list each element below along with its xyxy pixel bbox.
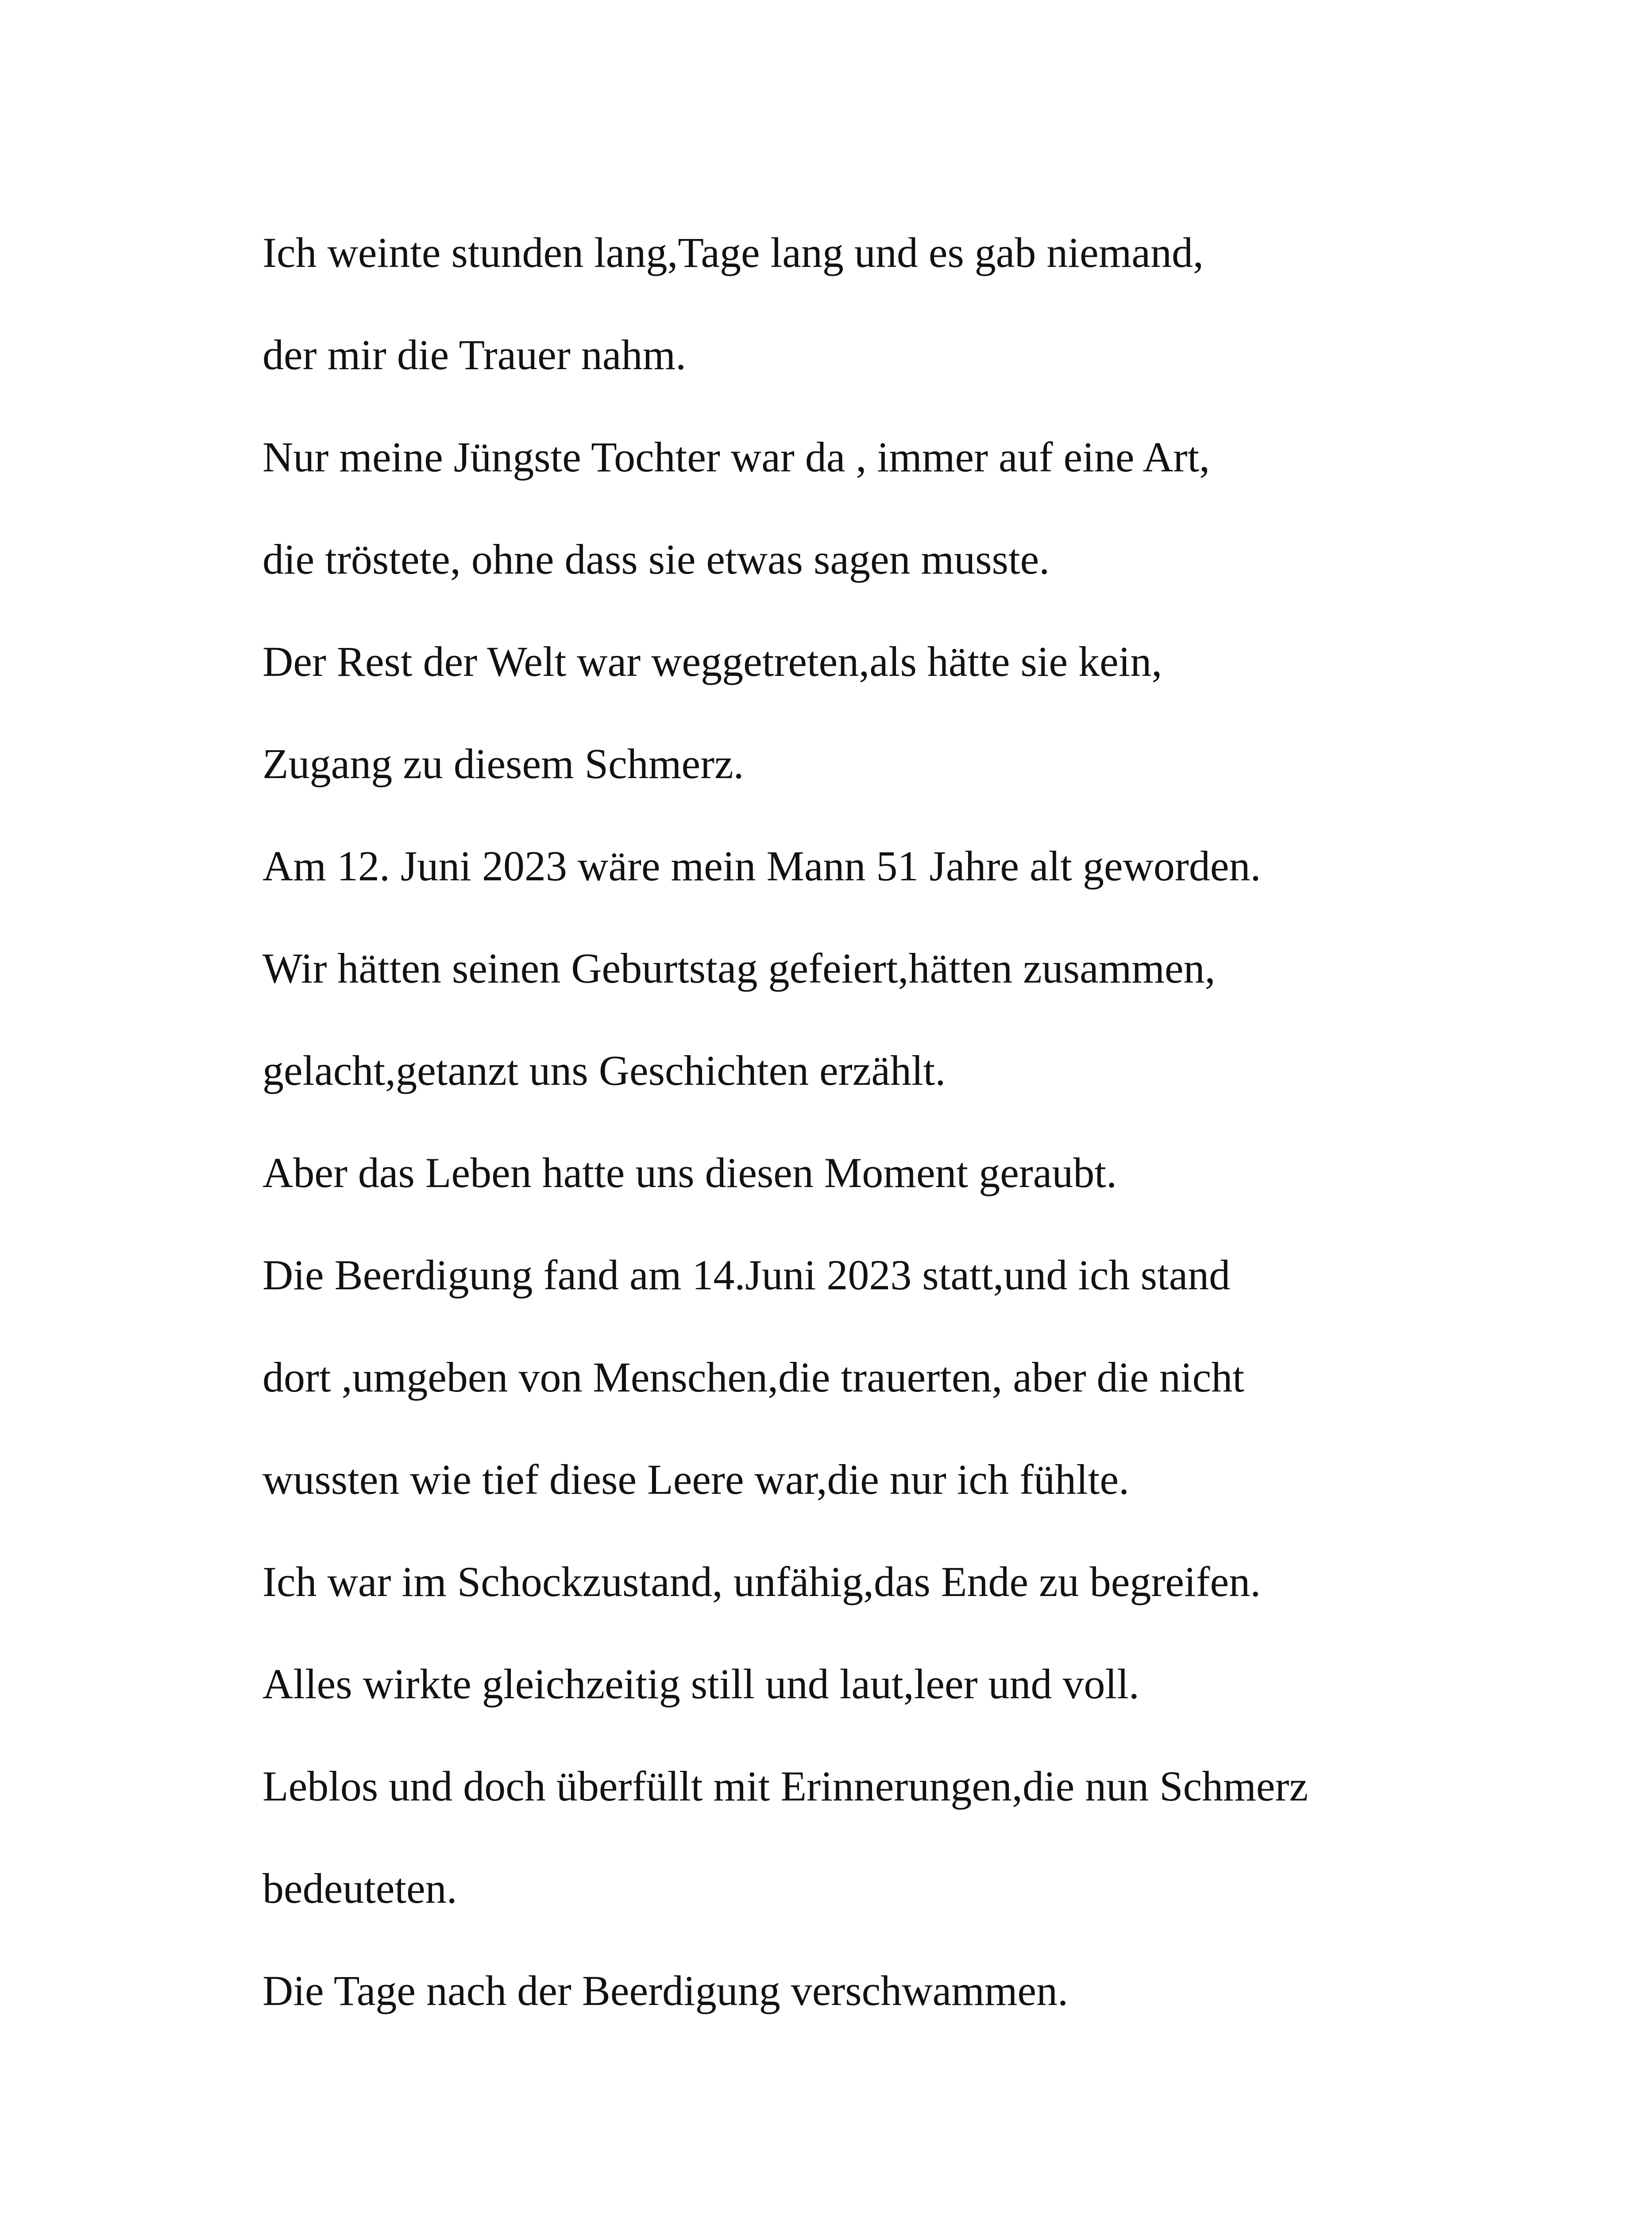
text-line: Wir hätten seinen Geburtstag gefeiert,hätten zusammen,	[262, 945, 1216, 992]
text-line: Nur meine Jüngste Tochter war da , immer auf eine Art,	[262, 433, 1210, 481]
text-line: dort ,umgeben von Menschen,die trauerten, aber die nicht	[262, 1353, 1244, 1401]
text-line: Zugang zu diesem Schmerz.	[262, 740, 744, 787]
text-line: Ich war im Schockzustand, unfähig,das Ende zu begreifen.	[262, 1558, 1261, 1605]
text-line: Leblos und doch überfüllt mit Erinnerungen,die nun Schmerz	[262, 1762, 1308, 1810]
text-line: gelacht,getanzt uns Geschichten erzählt.	[262, 1047, 946, 1094]
text-line: Aber das Leben hatte uns diesen Moment geraubt.	[262, 1149, 1117, 1196]
text-line: Am 12. Juni 2023 wäre mein Mann 51 Jahre alt geworden.	[262, 842, 1261, 890]
text-line: Alles wirkte gleichzeitig still und laut,leer und voll.	[262, 1660, 1139, 1708]
text-line: Die Tage nach der Beerdigung verschwammen.	[262, 1967, 1069, 2014]
text-line: Ich weinte stunden lang,Tage lang und es gab niemand,	[262, 229, 1204, 276]
text-line: der mir die Trauer nahm.	[262, 331, 687, 378]
text-body	[262, 201, 1590, 2042]
text-line: Der Rest der Welt war weggetreten,als hätte sie kein,	[262, 638, 1162, 685]
text-line: Die Beerdigung fand am 14.Juni 2023 statt,und ich stand	[262, 1251, 1231, 1299]
text-line: bedeuteten.	[262, 1865, 457, 1912]
text-line: wussten wie tief diese Leere war,die nur ich fühlte.	[262, 1456, 1130, 1503]
text-line: die tröstete, ohne dass sie etwas sagen musste.	[262, 536, 1050, 583]
